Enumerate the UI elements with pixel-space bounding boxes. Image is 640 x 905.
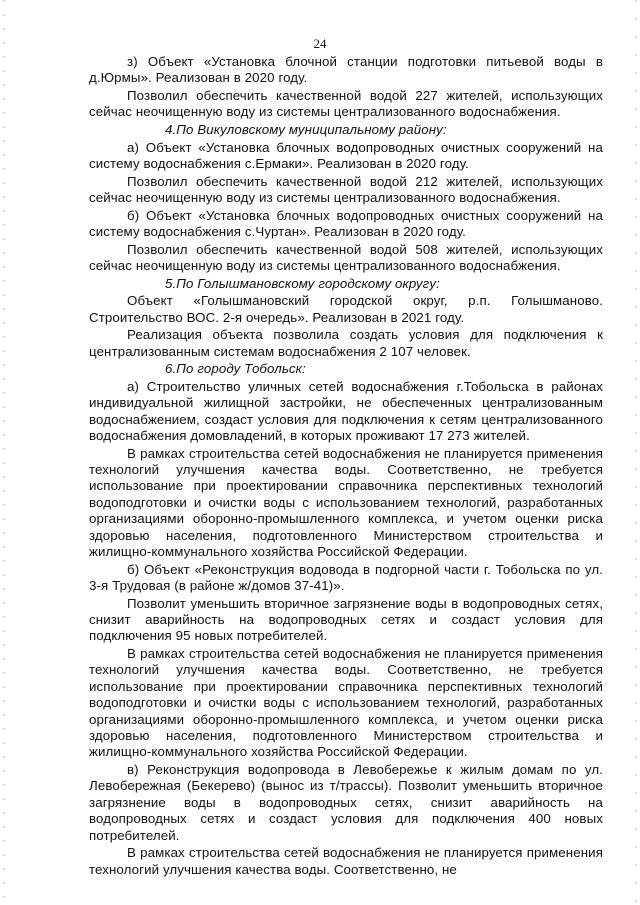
paragraph: Позволит уменьшить вторичное загрязнение воды в водопроводных сетях, снизит аварийность на водопроводных сетях и создаст условия для подключения 95 новых потребителей. (89, 595, 603, 644)
scan-edge-right (635, 0, 637, 905)
paragraph: В рамках строительства сетей водоснабжения не планируется применения технологий улучшения качества воды. Соответственно, не требуется использование при проектировании справочника перспективных технологий водоподготовки и очистки воды с использованием технологий, разработанных организациями оборонно-промышленного комплекса, и учетом оценки риска здоровью населения, подготовленного Министерством строительства и жилищно-коммунального хозяйства Российской Федерации. (89, 646, 603, 760)
section-heading (89, 276, 603, 292)
page-number: 24 (313, 36, 327, 51)
paragraph: Реализация объекта позволила создать условия для подключения к централизованным системам водоснабжения 2 107 человек. (89, 327, 603, 359)
paragraph: В рамках строительства сетей водоснабжения не планируется применения технологий улучшения качества воды. Соответственно, не требуется использование при проектировании справочника перспективных технологий водоподготовки и очистки воды с использованием технологий, разработанных организациями оборонно-промышленного комплекса, и учетом оценки риска здоровью населения, подготовленного Министерством строительства и жилищно-коммунального хозяйства Российской Федерации. (89, 445, 603, 560)
paragraph: Позволил обеспечить качественной водой 508 жителей, использующих сейчас неочищенную воду из системы централизованного водоснабжения. (89, 241, 603, 273)
paragraph: Объект «Голышмановский городской округ, р.п. Голышманово. Строительство ВОС. 2-я очередь». Реализован в 2021 году. (89, 293, 603, 325)
scan-edge-left (3, 0, 5, 905)
paragraph: Позволил обеспечить качественной водой 227 жителей, использующих сейчас неочищенную воду из системы централизованного водоснабжения. (89, 88, 603, 120)
paragraph: В рамках строительства сетей водоснабжения не планируется применения технологий улучшения качества воды. Соответственно, не (89, 845, 603, 877)
section-heading-text: По городу Тобольск: (176, 361, 306, 377)
section-number: 5. (165, 275, 177, 291)
paragraph: а) Строительство уличных сетей водоснабжения г.Тобольска в районах индивидуальной жилищной застройки, не обеспеченных централизованным водоснабжением, создаст условия для подключения к сетям централизованного водоснабжения домовладений, в которых проживают 17 273 жителей. (89, 378, 603, 443)
paragraph: б) Объект «Реконструкция водовода в подгорной части г. Тобольска по ул. 3-я Трудовая (в районе ж/домов 37-41)». (89, 561, 603, 594)
section-number: 4. (165, 122, 177, 137)
section-heading-text: По Голышмановскому городскому округу: (176, 275, 440, 291)
paragraph: в) Реконструкция водопровода в Левобережье к жилым домам по ул. Левобережная (Бекерево) (вынос из т/трассы). Позволит уменьшить вторичное загрязнение воды в водопроводных сетях, снизит аварийность на водопроводных сетях и создаст условия для подключения 400 новых потребителей. (89, 762, 603, 843)
paragraph: з) Объект «Установка блочной станции подготовки питьевой воды в д.Юрмы». Реализован в 2020 году. (89, 54, 603, 86)
document-body (89, 54, 603, 879)
paragraph: а) Объект «Установка блочных водопроводных очистных сооружений на систему водоснабжения с.Ермаки». Реализован в 2020 году. (89, 139, 603, 171)
paragraph: Позволил обеспечить качественной водой 212 жителей, использующих сейчас неочищенную воду из системы централизованного водоснабжения. (89, 173, 603, 205)
section-heading (89, 122, 603, 138)
section-heading (89, 361, 603, 377)
paragraph: б) Объект «Установка блочных водопроводных очистных сооружений на систему водоснабжения с.Чуртан». Реализован в 2020 году. (89, 207, 603, 239)
section-number: 6. (165, 361, 177, 377)
section-heading-text: По Викуловскому муниципальному району: (176, 122, 447, 137)
